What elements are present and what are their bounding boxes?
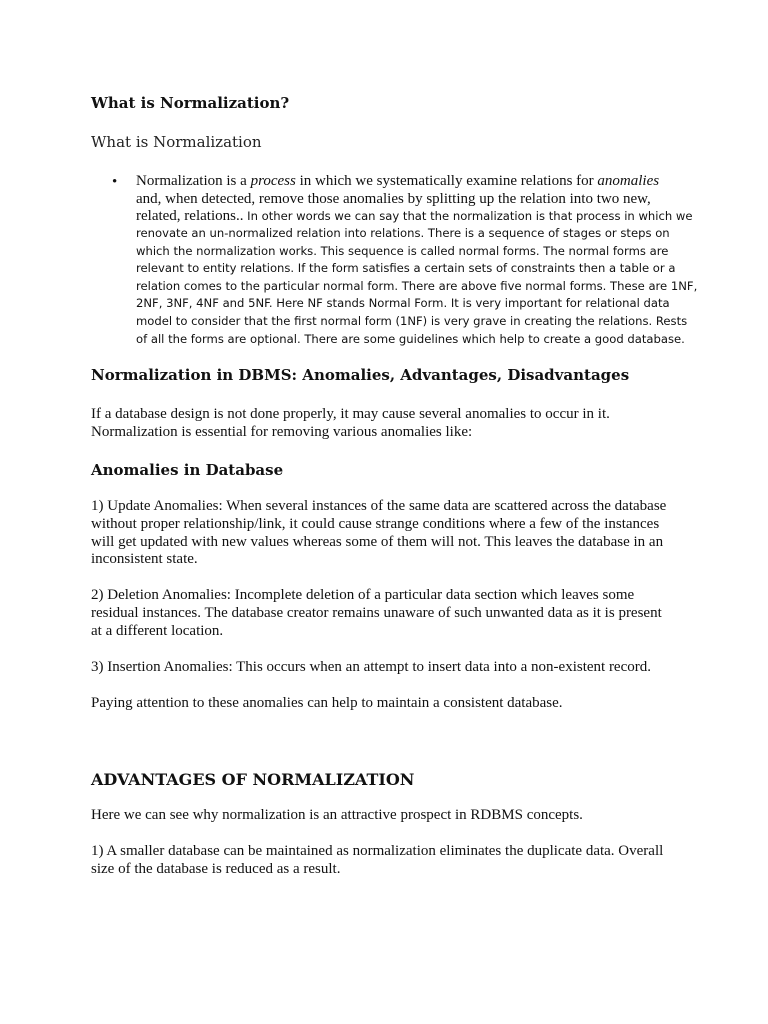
- advantage-1-paragraph: [91, 843, 691, 879]
- bullet-sans-line: relation comes to the particular normal form. There are above five normal forms. These are 1NF,: [136, 278, 698, 293]
- heading-advantages-of-normalization: ADVANTAGES OF NORMALIZATION: [91, 770, 415, 789]
- bullet-marker: •: [112, 174, 118, 190]
- heading-what-is-normalization-bold: What is Normalization?: [91, 94, 290, 112]
- bullet-line-3: related, relations.. In other words we can say that the normalization is that process in which we: [136, 208, 693, 224]
- subheading-what-is-normalization: What is Normalization: [91, 133, 262, 151]
- bullet-sans-line: model to consider that the first normal form (1NF) is very grave in creating the relations. Rests: [136, 313, 688, 328]
- update-line: will get updated with new values whereas some of them will not. This leaves the database in an: [91, 533, 664, 550]
- update-anomalies-paragraph: [91, 498, 691, 569]
- update-line: 1) Update Anomalies: When several instances of the same data are scattered across the database: [91, 498, 667, 514]
- bullet-paragraph-sans: [136, 225, 696, 348]
- advantages-intro-paragraph: [91, 807, 691, 825]
- bullet-sans-line: of all the forms are optional. There are some guidelines which help to create a good database.: [136, 331, 685, 346]
- paying-line: Paying attention to these anomalies can help to maintain a consistent database.: [91, 695, 563, 711]
- bullet-sans-line: which the normalization works. This sequence is called normal forms. The normal forms are: [136, 243, 669, 258]
- adv1-line: size of the database is reduced as a result.: [91, 860, 341, 877]
- deletion-anomalies-paragraph: [91, 587, 691, 640]
- intro-line: Normalization is essential for removing various anomalies like:: [91, 423, 473, 440]
- adv1-line: 1) A smaller database can be maintained as normalization eliminates the duplicate data. Overall: [91, 843, 664, 859]
- bullet-line-2: and, when detected, remove those anomalies by splitting up the relation into two new,: [136, 190, 651, 207]
- deletion-line: residual instances. The database creator remains unaware of such unwanted data as it is present: [91, 604, 662, 621]
- adv-intro-line: Here we can see why normalization is an attractive prospect in RDBMS concepts.: [91, 807, 583, 823]
- insertion-anomalies-paragraph: [91, 659, 691, 677]
- paying-attention-paragraph: [91, 695, 691, 713]
- intro-line: If a database design is not done properly, it may cause several anomalies to occur in it.: [91, 406, 610, 422]
- bullet-paragraph-serif: [136, 173, 696, 226]
- deletion-line: 2) Deletion Anomalies: Incomplete deletion of a particular data section which leaves some: [91, 587, 635, 603]
- bullet-sans-line: renovate an un-normalized relation into relations. There is a sequence of stages or steps on: [136, 226, 670, 240]
- insertion-line: 3) Insertion Anomalies: This occurs when an attempt to insert data into a non-existent record.: [91, 659, 651, 675]
- intro-paragraph: [91, 406, 691, 442]
- update-line: without proper relationship/link, it could cause strange conditions where a few of the instances: [91, 515, 660, 532]
- heading-normalization-in-dbms: Normalization in DBMS: Anomalies, Advantages, Disadvantages: [91, 366, 630, 384]
- update-line: inconsistent state.: [91, 551, 198, 568]
- bullet-sans-line: 2NF, 3NF, 4NF and 5NF. Here NF stands Normal Form. It is very important for relational data: [136, 296, 670, 311]
- deletion-line: at a different location.: [91, 622, 224, 639]
- heading-anomalies-in-database: Anomalies in Database: [91, 461, 284, 479]
- bullet-line-1: Normalization is a process in which we systematically examine relations for anomalies: [136, 173, 660, 189]
- bullet-sans-line: relevant to entity relations. If the form satisfies a certain sets of constraints then a table or a: [136, 261, 676, 276]
